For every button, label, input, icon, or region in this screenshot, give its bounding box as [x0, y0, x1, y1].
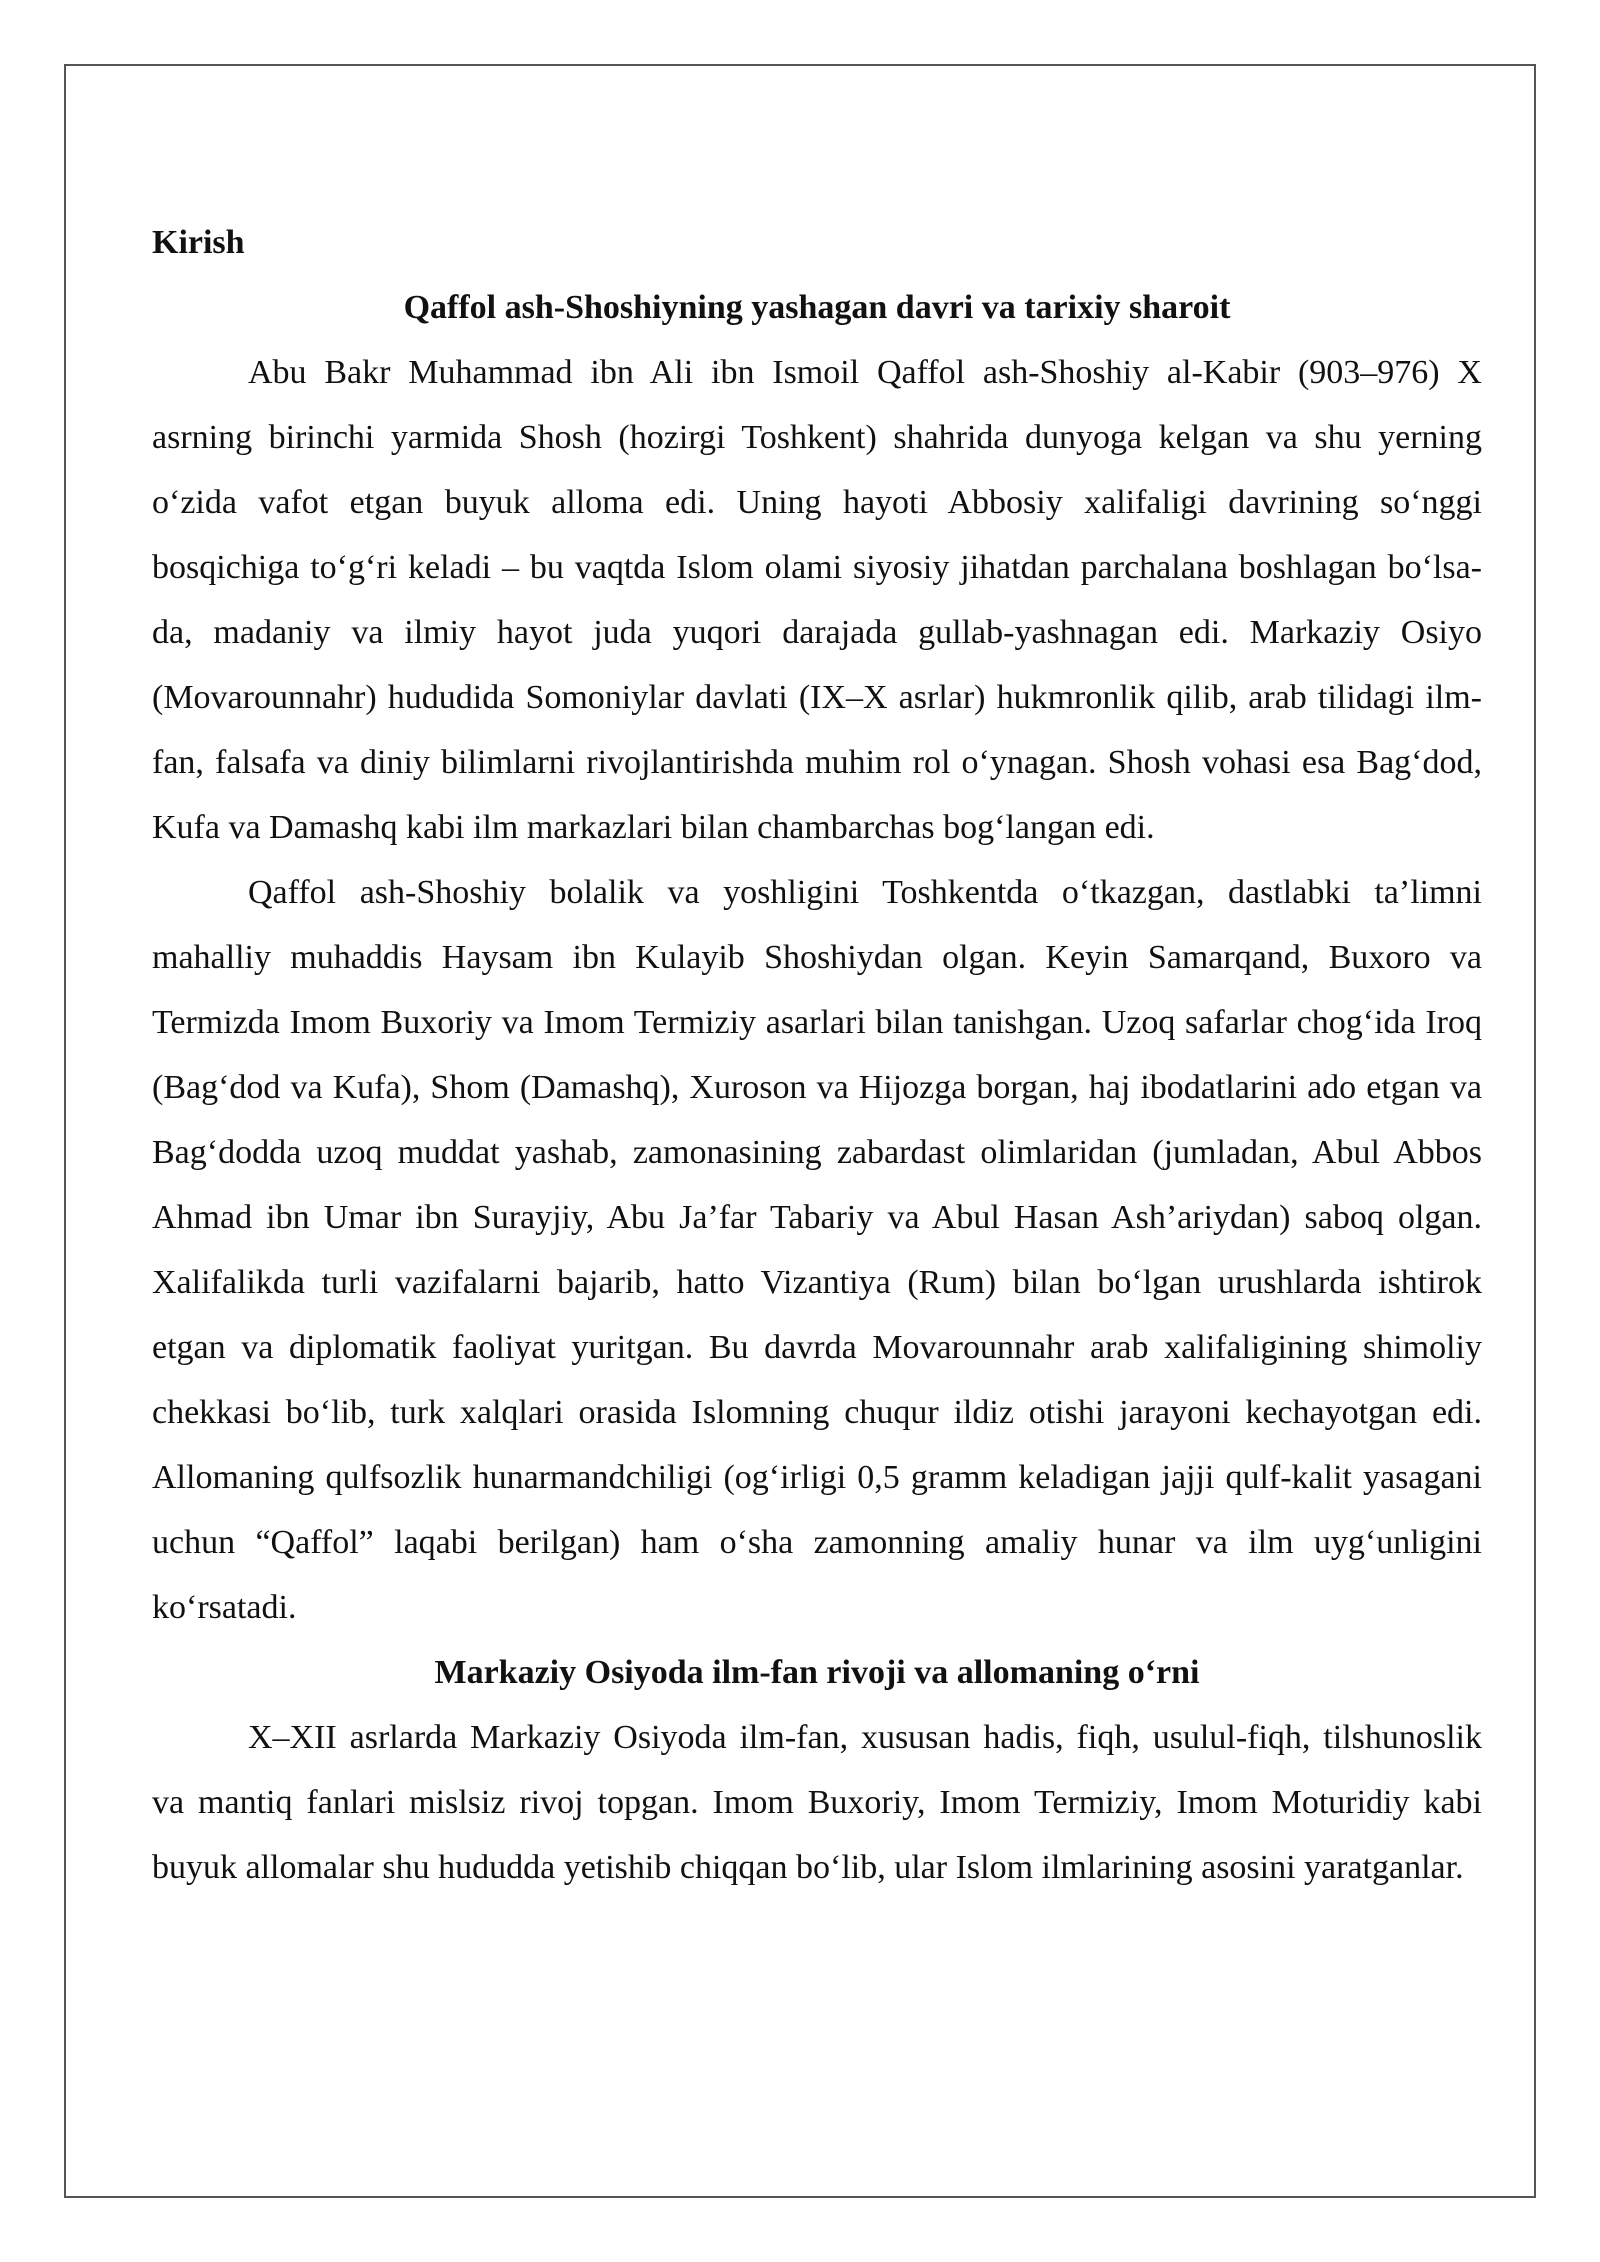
paragraph: Abu Bakr Muhammad ibn Ali ibn Ismoil Qaffol ash-Shoshiy al-Kabir (903–976) X asrning birinchi yarmida Shosh (hozirgi Toshkent) shahrida dunyoga kelgan va shu yerning o‘zida vafot etgan buyuk alloma edi. Uning hayoti Abbosiy xalifaligi davrining so‘nggi bosqichiga to‘g‘ri keladi – bu vaqtda Islom olami siyosiy jihatdan parchalana boshlagan bo‘lsa-da, madaniy va ilmiy hayot juda yuqori darajada gullab-yashnagan edi. Markaziy Osiyo (Movarounnahr) hududida Somoniylar davlati (IX–X asrlar) hukmronlik qilib, arab tilidagi ilm-fan, falsafa va diniy bilimlarni rivojlantirishda muhim rol o‘ynagan. Shosh vohasi esa Bag‘dod, Kufa va Damashq kabi ilm markazlari bilan chambarchas bog‘langan edi. [152, 354, 1482, 846]
section-heading: Markaziy Osiyoda ilm-fan rivoji va allomaning o‘rni [434, 1654, 1200, 1691]
paragraph: Qaffol ash-Shoshiy bolalik va yoshligini Toshkentda o‘tkazgan, dastlabki ta’limni mahalliy muhaddis Haysam ibn Kulayib Shoshiydan olgan. Keyin Samarqand, Buxoro va Termizda Imom Buxoriy va Imom Termiziy asarlari bilan tanishgan. Uzoq safarlar chog‘ida Iroq (Bag‘dod va Kufa), Shom (Damashq), Xuroson va Hijozga borgan, haj ibodatlarini ado etgan va Bag‘dodda uzoq muddat yashab, zamonasining zabardast olimlaridan (jumladan, Abul Abbos Ahmad ibn Umar ibn Surayjiy, Abu Ja’far Tabariy va Abul Hasan Ash’ariydan) saboq olgan. Xalifalikda turli vazifalarni bajarib, hatto Vizantiya (Rum) bilan bo‘lgan urushlarda ishtirok etgan va diplomatik faoliyat yuritgan. Bu davrda Movarounnahr arab xalifaligining shimoliy chekkasi bo‘lib, turk xalqlari orasida Islomning chuqur ildiz otishi jarayoni kechayotgan edi. Allomaning qulfsozlik hunarmandchiligi (og‘irligi 0,5 gramm keladigan jajji qulf-kalit yasagani uchun “Qaffol” laqabi berilgan) ham o‘sha zamonning amaliy hunar va ilm uyg‘unligini ko‘rsatadi. [152, 874, 1482, 1626]
document-body [152, 210, 1482, 1900]
section-heading: Qaffol ash-Shoshiyning yashagan davri va tarixiy sharoit [403, 289, 1231, 326]
paragraph: X–XII asrlarda Markaziy Osiyoda ilm-fan, xususan hadis, fiqh, usulul-fiqh, tilshunoslik va mantiq fanlari mislsiz rivoj topgan. Imom Buxoriy, Imom Termiziy, Imom Moturidiy kabi buyuk allomalar shu hududda yetishib chiqqan bo‘lib, ular Islom ilmlarining asosini yaratganlar. [152, 1719, 1482, 1886]
intro-label: Kirish [152, 224, 245, 261]
